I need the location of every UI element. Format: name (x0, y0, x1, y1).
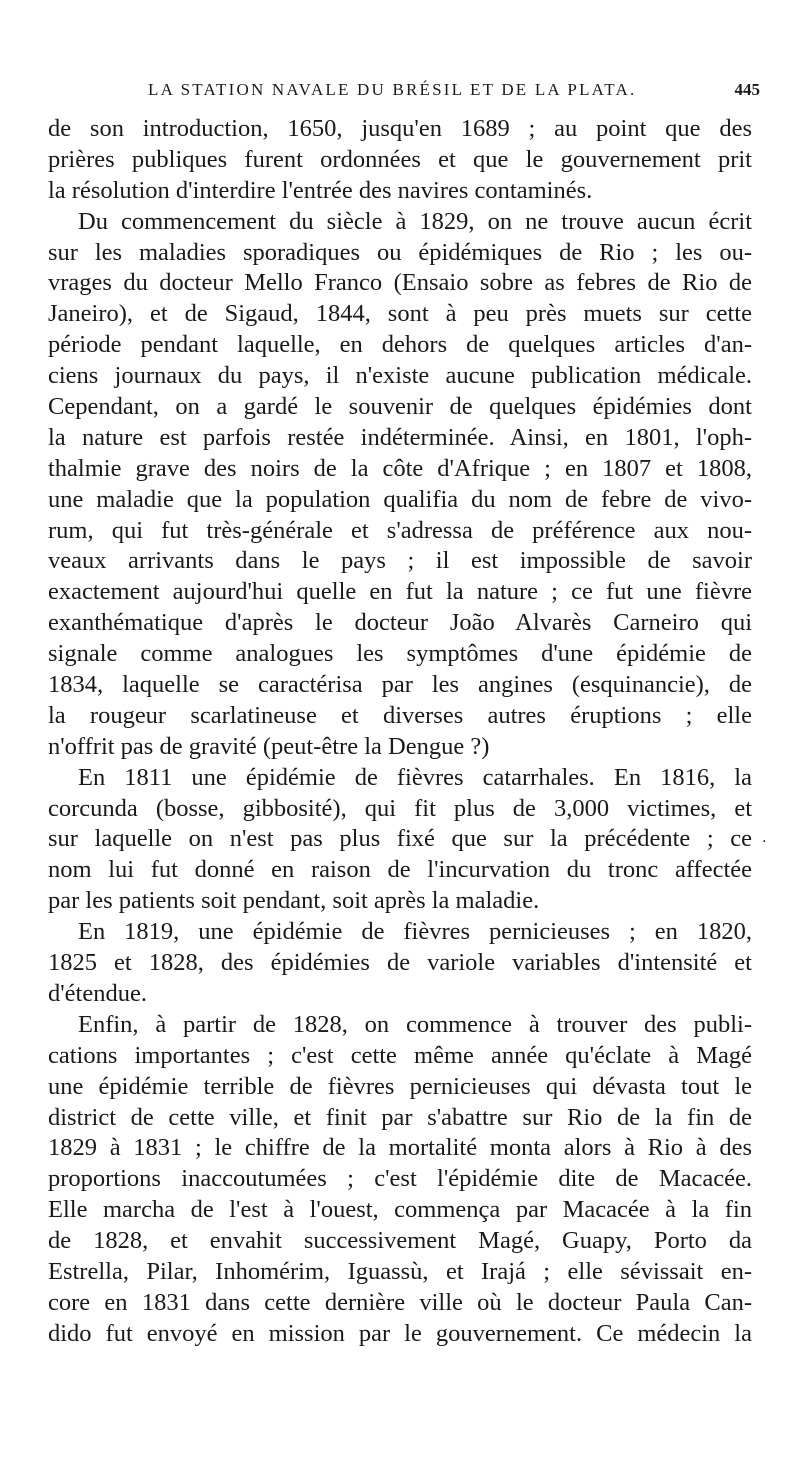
text-line: exactement aujourd'hui quelle en fut la nature ; ce fut une fièvre (48, 578, 752, 606)
text-line: exanthématique d'après le docteur João Alvarès Carneiro qui (48, 609, 752, 637)
text-line: période pendant laquelle, en dehors de quelques articles d'an- (48, 331, 752, 359)
text-line: dido fut envoyé en mission par le gouvernement. Ce médecin la (48, 1319, 752, 1347)
text-line: Cependant, on a gardé le souvenir de quelques épidémies dont (48, 393, 752, 421)
text-line: corcunda (bosse, gibbosité), qui fit plus de 3,000 victimes, et (48, 794, 752, 822)
text-line: 1825 et 1828, des épidémies de variole variables d'intensité et (48, 949, 752, 977)
text-line: vrages du docteur Mello Franco (Ensaio sobre as febres de Rio de (48, 269, 752, 297)
text-line: core en 1831 dans cette dernière ville où le docteur Paula Can- (48, 1288, 752, 1316)
text-line: la nature est parfois restée indéterminée. Ainsi, en 1801, l'oph- (48, 423, 752, 451)
text-line: signale comme analogues les symptômes d'une épidémie de (48, 640, 752, 668)
text-line: n'offrit pas de gravité (peut-être la Dengue ?) (48, 732, 490, 760)
text-line: prières publiques furent ordonnées et que le gouvernement prit (48, 145, 752, 173)
text-line: d'étendue. (48, 979, 147, 1007)
page-number: 445 (734, 80, 760, 99)
text-line: Elle marcha de l'est à l'ouest, commença par Macacée à la fin (48, 1196, 752, 1224)
text-line: rum, qui fut très-générale et s'adressa de préférence aux nou- (48, 516, 752, 544)
text-line: Janeiro), et de Sigaud, 1844, sont à peu près muets sur cette (48, 300, 752, 328)
text-line: de 1828, et envahit successivement Magé, Guapy, Porto da (48, 1227, 752, 1255)
text-line: sur laquelle on n'est pas plus fixé que sur la précédente ; ce (48, 825, 752, 853)
text-line: ciens journaux du pays, il n'existe aucune publication médicale. (48, 362, 752, 390)
page-header (110, 80, 760, 106)
text-line: cations importantes ; c'est cette même année qu'éclate à Magé (48, 1041, 752, 1069)
text-line: Enfin, à partir de 1828, on commence à trouver des publi- (78, 1010, 752, 1038)
text-line: 1829 à 1831 ; le chiffre de la mortalité monta alors à Rio à des (48, 1134, 752, 1162)
text-line: de son introduction, 1650, jusqu'en 1689 ; au point que des (48, 115, 752, 142)
text-line: la rougeur scarlatineuse et diverses autres éruptions ; elle (48, 701, 752, 729)
text-line: thalmie grave des noirs de la côte d'Afrique ; en 1807 et 1808, (48, 454, 752, 482)
text-line: Estrella, Pilar, Inhomérim, Iguassù, et Irajá ; elle sévissait en- (48, 1257, 752, 1285)
text-line: par les patients soit pendant, soit après la maladie. (48, 887, 540, 915)
body-text (48, 114, 752, 1350)
text-line: proportions inaccoutumées ; c'est l'épidémie dite de Macacée. (48, 1165, 752, 1193)
text-line: 1834, laquelle se caractérisa par les angines (esquinancie), de (48, 671, 752, 699)
text-line: En 1811 une épidémie de fièvres catarrhales. En 1816, la (78, 763, 752, 791)
text-line: En 1819, une épidémie de fièvres pernicieuses ; en 1820, (78, 918, 752, 946)
text-line: une épidémie terrible de fièvres pernicieuses qui dévasta tout le (48, 1072, 752, 1100)
text-line: district de cette ville, et finit par s'abattre sur Rio de la fin de (48, 1103, 752, 1131)
text-line: la résolution d'interdire l'entrée des navires contaminés. (48, 176, 593, 204)
text-line: Du commencement du siècle à 1829, on ne trouve aucun écrit (78, 207, 752, 235)
text-line: veaux arrivants dans le pays ; il est impossible de savoir (48, 547, 752, 575)
margin-speck: . (762, 830, 767, 846)
text-line: nom lui fut donné en raison de l'incurvation du tronc affectée (48, 856, 752, 884)
text-line: sur les maladies sporadiques ou épidémiques de Rio ; les ou- (48, 238, 752, 266)
text-line: une maladie que la population qualifia du nom de febre de vivo- (48, 485, 752, 513)
running-title: LA STATION NAVALE DU BRÉSIL ET DE LA PLATA. (148, 80, 637, 99)
